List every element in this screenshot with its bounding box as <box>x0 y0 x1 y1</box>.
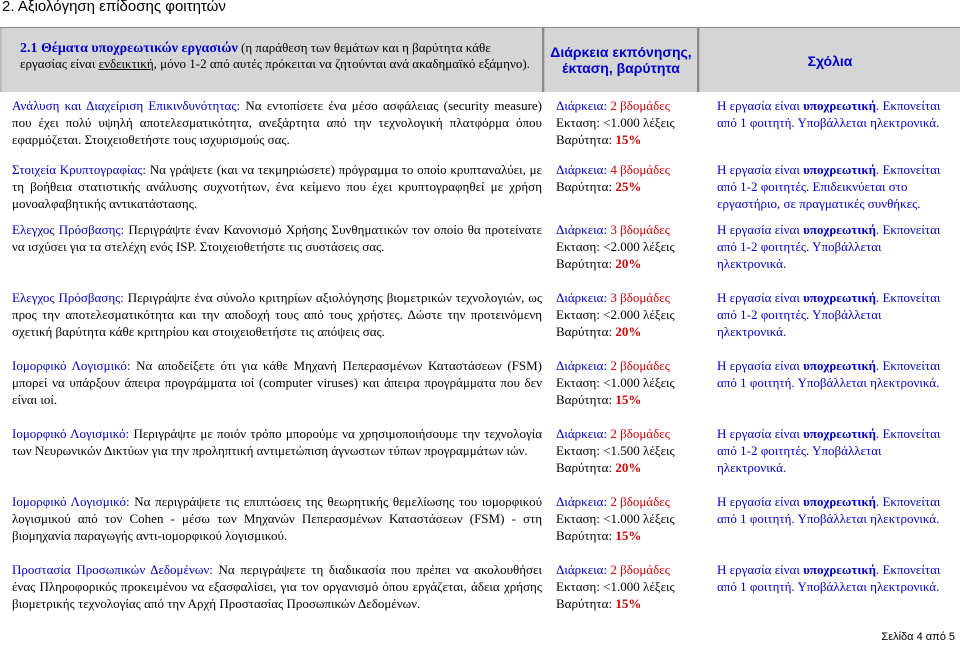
comment-post: . Εκπονείται από 1-2 φοιτητές. Υποβάλλεται ηλεκτρονικά. <box>717 426 941 475</box>
weight-value: 20% <box>615 324 642 339</box>
row-weight-line <box>556 527 701 544</box>
row-weight-line <box>556 391 701 408</box>
length-value: <1.000 λέξεις <box>603 375 675 390</box>
duration-value: 3 βδομάδες <box>610 222 670 237</box>
row-duration-line <box>556 357 701 374</box>
section-heading: 2. Αξιολόγηση επίδοσης φοιτητών <box>2 0 226 15</box>
row-comment <box>717 161 953 212</box>
header-duration-line2: έκταση, βαρύτητα <box>562 60 680 76</box>
row-duration-line <box>556 561 701 578</box>
row-topic: Στοιχεία Κρυπτογραφίας: <box>12 162 147 177</box>
page-number: Σελίδα 4 από 5 <box>881 631 955 643</box>
row-description <box>12 561 542 612</box>
row-topic: Προστασία Προσωπικών Δεδομένων: <box>12 562 213 577</box>
row-length-line <box>556 578 701 595</box>
duration-value: 2 βδομάδες <box>610 562 670 577</box>
header-topics-note-post: , μόνο 1-2 από αυτές πρόκειται να ζητούνται ανά ακαδημαϊκό εξάμηνο). <box>153 56 530 71</box>
header-comments-title: Σχόλια <box>807 53 853 69</box>
duration-value: 4 βδομάδες <box>610 162 670 177</box>
weight-label: Βαρύτητα: <box>556 256 613 271</box>
weight-label: Βαρύτητα: <box>556 324 613 339</box>
duration-label: Διάρκεια: <box>556 426 608 441</box>
weight-value: 15% <box>615 528 642 543</box>
header-topics-note-pre: (η παράθεση των θεμάτων και η βαρύτητα κάθε εργασίας είναι <box>20 40 491 71</box>
length-label: Εκταση: <box>556 307 600 322</box>
comment-required: υποχρεωτική <box>803 162 876 177</box>
row-duration <box>556 357 701 408</box>
duration-label: Διάρκεια: <box>556 290 608 305</box>
weight-value: 20% <box>615 460 642 475</box>
row-duration-line <box>556 493 701 510</box>
weight-label: Βαρύτητα: <box>556 528 613 543</box>
row-duration <box>556 97 701 148</box>
length-label: Εκταση: <box>556 443 600 458</box>
header-duration-text <box>545 44 697 76</box>
row-length-line <box>556 442 701 459</box>
length-label: Εκταση: <box>556 239 600 254</box>
comment-required: υποχρεωτική <box>803 426 876 441</box>
weight-label: Βαρύτητα: <box>556 596 613 611</box>
row-weight-line <box>556 255 701 272</box>
table-header <box>0 27 960 92</box>
row-weight-line <box>556 178 701 195</box>
row-description <box>12 425 542 459</box>
weight-label: Βαρύτητα: <box>556 392 613 407</box>
row-duration <box>556 161 701 195</box>
weight-label: Βαρύτητα: <box>556 132 613 147</box>
row-duration-line <box>556 161 701 178</box>
duration-value: 2 βδομάδες <box>610 426 670 441</box>
weight-label: Βαρύτητα: <box>556 179 613 194</box>
header-topics-text <box>20 40 540 71</box>
row-comment <box>717 493 953 527</box>
row-weight-line <box>556 595 701 612</box>
comment-pre: Η εργασία είναι <box>717 98 804 113</box>
row-duration-line <box>556 425 701 442</box>
row-body: Να περιγράψετε τη διαδικασία που πρέπει να ακολουθήσει ένας Πληροφορικός προκειμένου να εξασφαλίσει, για τον οργανισμό όπου εργάζεται, άδεια χρήσης βιομετρικής τεχνολογίας από την Αρχή Προστασίας Προσωπικών Δεδομένων. <box>12 562 543 611</box>
weight-label: Βαρύτητα: <box>556 460 613 475</box>
comment-post: . Εκπονείται από 1-2 φοιτητές. Υποβάλλεται ηλεκτρονικά. <box>717 222 941 271</box>
comment-required: υποχρεωτική <box>803 358 876 373</box>
row-body: Περιγράψτε ένα σύνολο κριτηρίων αξιολόγησης βιομετρικών τεχνολογιών, ως προς την αποτελεσματικότητα και την αποδοχή τους από τους χρήστες. Δώστε την προτεινόμενη σχετική βαρύτητα κάθε κριτηρίου και στοιχειοθετήστε τις απόψεις σας. <box>12 290 542 339</box>
comment-required: υποχρεωτική <box>803 290 876 305</box>
row-comment <box>717 221 953 272</box>
row-description <box>12 97 542 148</box>
weight-value: 15% <box>615 596 642 611</box>
row-body: Να αποδείξετε ότι για κάθε Μηχανή Πεπερασμένων Καταστάσεων (FSM) μπορεί να υπάρξουν άπειρα προγράμματα ιοί (computer viruses) και άπειρα προγράμματα που δεν είναι ιοί. <box>12 358 543 407</box>
length-value: <1.000 λέξεις <box>603 579 675 594</box>
duration-value: 3 βδομάδες <box>610 290 670 305</box>
header-col-topics <box>2 28 544 92</box>
row-duration <box>556 425 701 476</box>
row-duration-line <box>556 221 701 238</box>
row-length-line <box>556 238 701 255</box>
comment-post: . Εκπονείται από 1-2 φοιτητές. Επιδεικνύεται στο εργαστήριο, σε πραγματικές συνθήκες. <box>717 162 941 211</box>
row-length-line <box>556 306 701 323</box>
header-topics-title: 2.1 Θέματα υποχρεωτικών εργασιών <box>20 41 238 56</box>
row-body: Να γράψετε (και να τεκμηριώσετε) πρόγραμμα το οποίο κρυπταναλύει, με τη βοήθεια στατιστικής ανάλυσης συχνοτήτων, ένα κείμενο που έχει κρυπτογραφηθεί με χρήση μονοαλφαβητικής αντικατάστασης. <box>12 162 543 211</box>
comment-pre: Η εργασία είναι <box>717 222 804 237</box>
comment-pre: Η εργασία είναι <box>717 290 804 305</box>
comment-pre: Η εργασία είναι <box>717 358 804 373</box>
row-weight-line <box>556 131 701 148</box>
length-label: Εκταση: <box>556 511 600 526</box>
row-comment <box>717 289 953 340</box>
assignments-table <box>0 27 960 611</box>
comment-required: υποχρεωτική <box>803 562 876 577</box>
row-description <box>12 289 542 340</box>
length-value: <1.500 λέξεις <box>603 443 675 458</box>
length-value: <1.000 λέξεις <box>603 115 675 130</box>
row-description <box>12 161 542 212</box>
row-topic: Ιομορφικό Λογισμικό: <box>12 426 130 441</box>
row-topic: Ιομορφικό Λογισμικό: <box>12 494 130 509</box>
row-comment <box>717 357 953 391</box>
row-duration <box>556 561 701 612</box>
comment-post: . Εκπονείται από 1 φοιτητή. Υποβάλλεται ηλεκτρονικά. <box>717 98 941 130</box>
length-value: <2.000 λέξεις <box>603 307 675 322</box>
row-description <box>12 493 542 544</box>
length-label: Εκταση: <box>556 579 600 594</box>
row-duration <box>556 493 701 544</box>
weight-value: 15% <box>615 392 642 407</box>
row-body: Να εντοπίσετε ένα μέσο ασφάλειας (security measure) που έχει πολύ υψηλή αποτελεσματικότητα, ανεξάρτητα από την τεχνολογική πλατφόρμα όπου εφαρμόζεται. Στοιχειοθετήστε τους ισχυρισμούς σας. <box>12 98 543 147</box>
row-description <box>12 357 542 408</box>
row-comment <box>717 425 953 476</box>
comment-required: υποχρεωτική <box>803 222 876 237</box>
row-duration-line <box>556 97 701 114</box>
row-topic: Ελεγχος Πρόσβασης: <box>12 290 124 305</box>
row-duration-line <box>556 289 701 306</box>
row-topic: Ανάλυση και Διαχείριση Επικινδυνότητας: <box>12 98 241 113</box>
comment-post: . Εκπονείται από 1 φοιτητή. Υποβάλλεται ηλεκτρονικά. <box>717 494 941 526</box>
duration-label: Διάρκεια: <box>556 98 608 113</box>
comment-required: υποχρεωτική <box>803 98 876 113</box>
duration-label: Διάρκεια: <box>556 562 608 577</box>
comment-post: . Εκπονείται από 1 φοιτητή. Υποβάλλεται ηλεκτρονικά. <box>717 358 941 390</box>
header-col-duration <box>545 28 699 92</box>
comment-pre: Η εργασία είναι <box>717 494 804 509</box>
length-value: <1.000 λέξεις <box>603 511 675 526</box>
row-topic: Ιομορφικό Λογισμικό: <box>12 358 131 373</box>
row-duration <box>556 289 701 340</box>
row-description <box>12 221 542 255</box>
row-duration <box>556 221 701 272</box>
comment-post: . Εκπονείται από 1 φοιτητή. Υποβάλλεται ηλεκτρονικά. <box>717 562 941 594</box>
row-weight-line <box>556 459 701 476</box>
comment-pre: Η εργασία είναι <box>717 426 804 441</box>
comment-required: υποχρεωτική <box>803 494 876 509</box>
duration-label: Διάρκεια: <box>556 162 608 177</box>
length-label: Εκταση: <box>556 375 600 390</box>
duration-label: Διάρκεια: <box>556 222 608 237</box>
weight-value: 15% <box>615 132 642 147</box>
row-length-line <box>556 374 701 391</box>
duration-value: 2 βδομάδες <box>610 98 670 113</box>
row-body: Να περιγράψετε τις επιπτώσεις της θεωρητικής θεμελίωσης του ιομορφικού λογισμικού από τον Cohen - μέσω των Μηχανών Πεπερασμένων Καταστάσεων (FSM) - στη βιομηχανία παραγωγής αντι-ιομορφικού λογισμικού. <box>12 494 542 543</box>
weight-value: 20% <box>615 256 642 271</box>
row-weight-line <box>556 323 701 340</box>
duration-value: 2 βδομάδες <box>610 494 670 509</box>
row-comment <box>717 561 953 595</box>
row-body: Περιγράψτε έναν Κανονισμό Χρήσης Συνθηματικών τον οποίο θα προτείνατε να ισχύσει για τα στελέχη ενός ISP. Στοιχειοθετήστε τις συστάσεις σας. <box>12 222 542 254</box>
header-col-comments <box>700 28 960 92</box>
header-topics-note-underlined: ενδεικτική <box>98 56 154 71</box>
length-label: Εκταση: <box>556 115 600 130</box>
duration-label: Διάρκεια: <box>556 494 608 509</box>
duration-value: 2 βδομάδες <box>610 358 670 373</box>
row-topic: Ελεγχος Πρόσβασης: <box>12 222 125 237</box>
comment-pre: Η εργασία είναι <box>717 562 804 577</box>
weight-value: 25% <box>615 179 642 194</box>
row-length-line <box>556 510 701 527</box>
comment-post: . Εκπονείται από 1-2 φοιτητές. Υποβάλλεται ηλεκτρονικά. <box>717 290 941 339</box>
header-duration-line1: Διάρκεια εκπόνησης, <box>550 44 692 60</box>
row-comment <box>717 97 953 131</box>
length-value: <2.000 λέξεις <box>603 239 675 254</box>
row-body: Περιγράψτε με ποιόν τρόπο μπορούμε να χρησιμοποιήσουμε την τεχνολογία των Νευρωνικών Δικτύων για την προληπτική αντιμετώπιση άγνωστων τύπων προγραμμάτων ιών. <box>12 426 543 458</box>
row-length-line <box>556 114 701 131</box>
duration-label: Διάρκεια: <box>556 358 608 373</box>
comment-pre: Η εργασία είναι <box>717 162 804 177</box>
